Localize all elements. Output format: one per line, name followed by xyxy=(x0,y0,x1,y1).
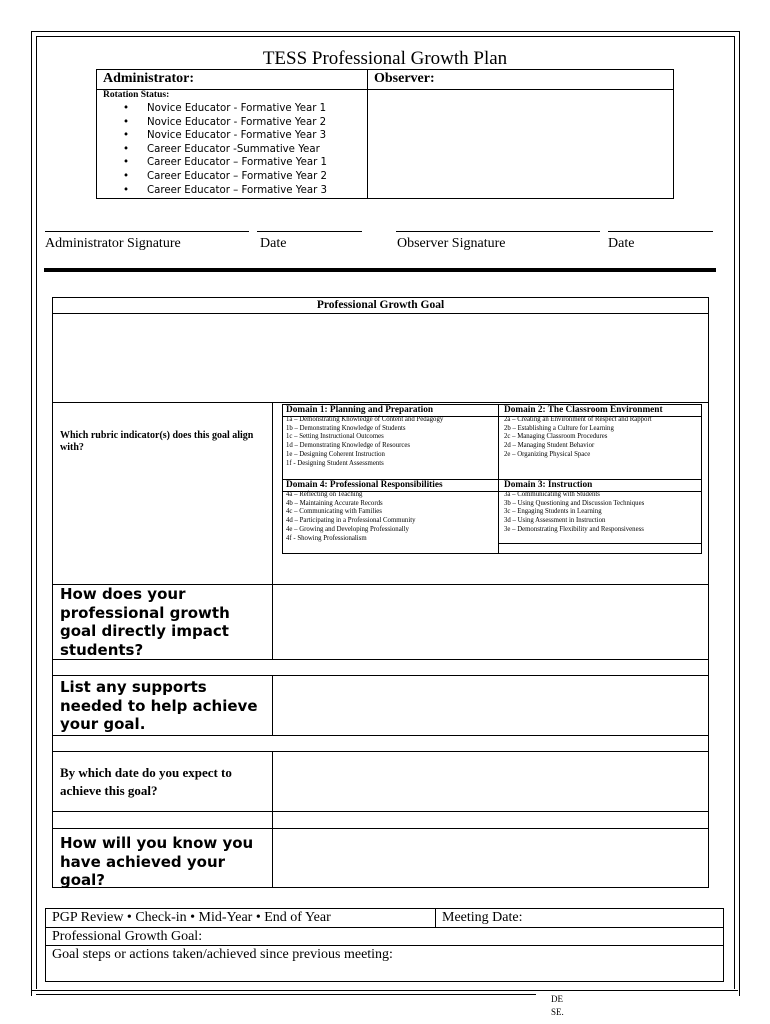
domains-row-rule xyxy=(498,543,702,544)
domain-item: 4c – Communicating with Families xyxy=(286,508,382,516)
impact-question: How does your professional growth goal directly impact students? xyxy=(60,585,230,659)
domain-item: 2d – Managing Student Behavior xyxy=(504,442,595,450)
domain-item: 4f - Showing Professionalism xyxy=(286,534,367,542)
rotation-status-label: Rotation Status: xyxy=(103,90,170,100)
pgp-steps-label: Goal steps or actions taken/achieved since previous meeting: xyxy=(52,947,393,962)
date-label-1: Date xyxy=(260,236,287,251)
domain-4 xyxy=(286,480,443,543)
growth-goal-field[interactable] xyxy=(273,314,708,401)
date-line-1[interactable] xyxy=(257,231,362,232)
domain-item: 4d – Participating in a Professional Community xyxy=(286,517,416,525)
document-title: TESS Professional Growth Plan xyxy=(262,48,508,69)
header-rule xyxy=(96,89,674,90)
page-bottom-rule xyxy=(31,990,738,991)
pgp-review-options[interactable]: PGP Review • Check-in • Mid-Year • End of Year xyxy=(52,910,331,925)
domain-2-title: Domain 2: The Classroom Environment xyxy=(504,405,663,415)
admin-signature-label: Administrator Signature xyxy=(45,236,181,251)
pgp-row-rule xyxy=(45,945,724,946)
footer-fragment-2: SE. xyxy=(551,1007,564,1017)
rotation-status-list xyxy=(103,102,327,197)
target-date-question: By which date do you expect to achieve this goal? xyxy=(60,765,232,798)
pgp-growth-goal-label: Professional Growth Goal: xyxy=(52,929,203,944)
target-date-field[interactable] xyxy=(273,752,708,810)
domain-item: 3d – Using Assessment in Instruction xyxy=(504,517,606,525)
footer-fragment-1: DE xyxy=(551,994,563,1004)
admin-signature-line[interactable] xyxy=(45,231,249,232)
domain-1 xyxy=(286,405,443,468)
domain-item: 3a – Communicating with Students xyxy=(504,491,600,498)
impact-answer-field[interactable] xyxy=(273,585,708,658)
domain-item: 1d – Demonstrating Knowledge of Resources xyxy=(286,442,411,450)
rotation-item: • Career Educator – Formative Year 3 xyxy=(103,184,327,198)
domain-item: 4a – Reflecting on Teaching xyxy=(286,491,363,498)
domain-1-title: Domain 1: Planning and Preparation xyxy=(286,405,434,415)
pgp-col-rule xyxy=(435,908,436,927)
rotation-item: • Novice Educator - Formative Year 3 xyxy=(103,129,327,143)
domain-item: 3c – Engaging Students in Learning xyxy=(504,508,602,516)
table-rule xyxy=(52,735,709,736)
rotation-item: • Novice Educator - Formative Year 1 xyxy=(103,102,327,116)
page-bottom-rule-inner xyxy=(36,994,536,995)
section-divider xyxy=(44,268,716,272)
domain-item: 1c – Setting Instructional Outcomes xyxy=(286,433,384,441)
supports-question: List any supports needed to help achieve your goal. xyxy=(60,678,258,734)
domain-item: 2b – Establishing a Culture for Learning xyxy=(504,424,614,432)
domain-item: 3e – Demonstrating Flexibility and Responsiveness xyxy=(504,525,644,533)
domain-item: 4e – Growing and Developing Professionally xyxy=(286,525,409,533)
domain-item: 1f - Designing Student Assessments xyxy=(286,459,384,467)
rubric-question: Which rubric indicator(s) does this goal align with? xyxy=(60,430,254,453)
pgp-row-rule xyxy=(45,927,724,928)
rotation-item: • Career Educator – Formative Year 1 xyxy=(103,156,327,170)
rotation-item: • Career Educator – Formative Year 2 xyxy=(103,170,327,184)
growth-goal-title: Professional Growth Goal xyxy=(316,299,445,311)
achievement-question: How will you know you have achieved your goal? xyxy=(60,834,254,890)
domain-item: 2a – Creating an Environment of Respect and Rapport xyxy=(504,416,652,423)
domain-item: 3b – Using Questioning and Discussion Techniques xyxy=(504,499,645,507)
observer-signature-label: Observer Signature xyxy=(397,236,506,251)
meeting-date-label: Meeting Date: xyxy=(442,910,523,925)
domain-item: 1e – Designing Coherent Instruction xyxy=(286,450,385,458)
table-rule xyxy=(52,811,709,812)
observer-label: Observer: xyxy=(374,71,435,86)
domain-item: 4b – Maintaining Accurate Records xyxy=(286,499,383,507)
achievement-answer-field[interactable] xyxy=(273,829,708,887)
rotation-item: • Career Educator -Summative Year xyxy=(103,143,327,157)
domain-item: 2c – Managing Classroom Procedures xyxy=(504,433,608,441)
domain-2 xyxy=(504,405,663,460)
domain-item: 2e – Organizing Physical Space xyxy=(504,450,591,458)
domain-3-title: Domain 3: Instruction xyxy=(504,480,593,490)
domain-item: 1b – Demonstrating Knowledge of Students xyxy=(286,424,406,432)
rotation-item: • Novice Educator - Formative Year 2 xyxy=(103,116,327,130)
domain-3 xyxy=(504,480,644,535)
observer-signature-line[interactable] xyxy=(396,231,600,232)
domain-item: 1a – Demonstrating Knowledge of Content and Pedagogy xyxy=(286,416,444,423)
supports-answer-field[interactable] xyxy=(273,676,708,734)
domain-4-title: Domain 4: Professional Responsibilities xyxy=(286,480,443,490)
date-label-2: Date xyxy=(608,236,635,251)
date-line-2[interactable] xyxy=(608,231,713,232)
administrator-label: Administrator: xyxy=(103,71,194,86)
table-rule xyxy=(52,402,709,403)
